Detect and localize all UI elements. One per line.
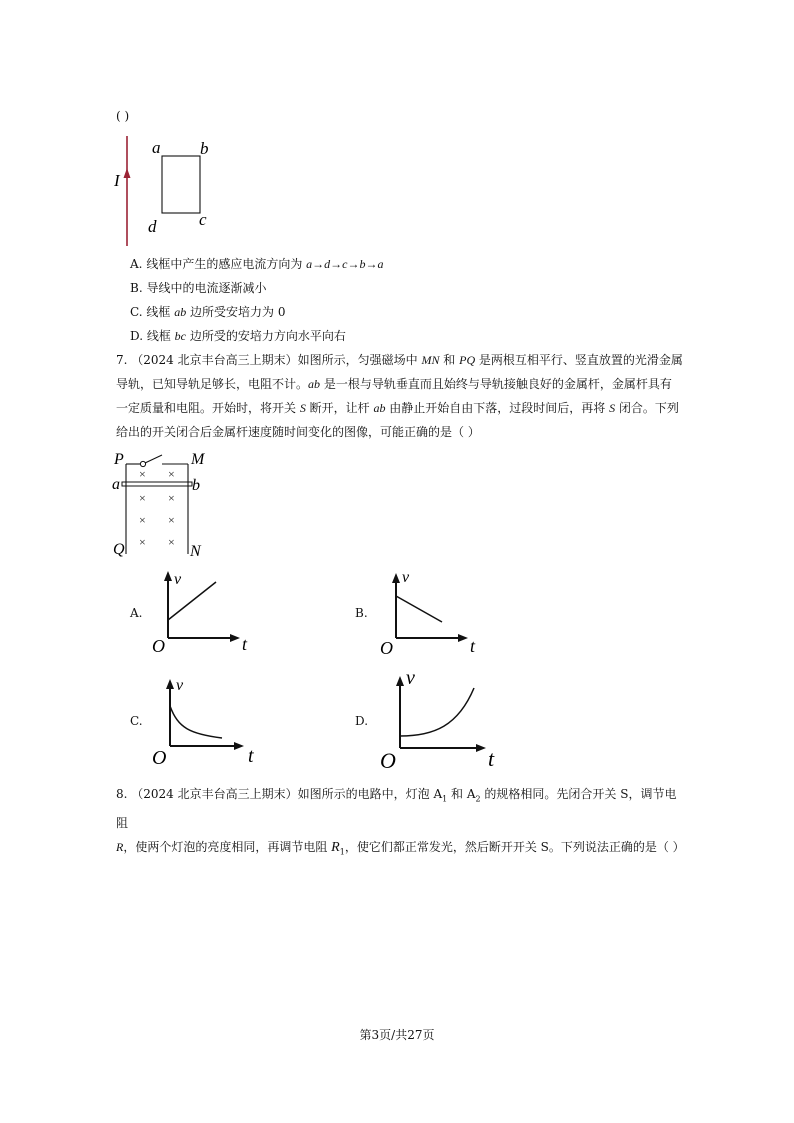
t-label: t [242, 634, 248, 654]
graph-a [150, 566, 260, 658]
graph-b [376, 566, 486, 658]
rail-label-M: M [191, 451, 205, 468]
q7-line-2: 导轨，已知导轨足够长，电阻不计。ab 是一根与导轨垂直而且始终与导轨接触良好的金属杆，金属杆具有 [116, 377, 672, 391]
t-label: t [488, 746, 495, 771]
graph-d-letter: D. [355, 714, 369, 728]
rod-label-a: a [112, 476, 120, 493]
arrow-right-icon [476, 744, 486, 752]
field-cross-icon: × [168, 535, 175, 549]
graph-c-letter: C. [130, 714, 143, 728]
origin-label: O [380, 638, 393, 658]
corner-label-d: d [148, 217, 157, 236]
corner-label-a: a [152, 138, 161, 157]
magnetic-field-crosses [139, 467, 175, 549]
page-footer: 第3页/共27页 [359, 1028, 435, 1042]
arrow-right-icon [230, 634, 240, 642]
field-cross-icon: × [139, 491, 146, 505]
q6-option-b: B. 导线中的电流逐渐减小 [130, 281, 267, 295]
rod-label-b: b [192, 477, 200, 494]
t-label: t [248, 745, 254, 767]
q6-option-d: D. 线框 bc 边所受的安培力方向水平向右 [130, 329, 346, 343]
q8-stem [116, 782, 686, 865]
q7-line-1: 7. （2024 北京丰台高三上期末）如图所示，匀强磁场中 MN 和 PQ 是两根互相平行、竖直放置的光滑金属 [116, 353, 683, 367]
corner-label-c: c [199, 210, 207, 229]
v-label: v [406, 667, 415, 689]
v-label: v [174, 571, 182, 588]
loop-wire-figure [106, 132, 226, 250]
answer-paren: ( ) [116, 109, 130, 123]
field-cross-icon: × [139, 467, 146, 481]
graph-d [378, 664, 502, 772]
field-cross-icon: × [168, 513, 175, 527]
q8-line-1: 8. （2024 北京丰台高三上期末）如图所示的电路中，灯泡 $A_1$ 和 $A_2$ 的规格相同。先闭合开关 S，调节电阻 [116, 787, 677, 831]
velocity-curve [400, 688, 474, 736]
v-label: v [176, 677, 184, 694]
arrow-up-icon [392, 573, 400, 583]
wire-loop [162, 156, 200, 213]
arrow-right-icon [458, 634, 468, 642]
q8-line-2: R，使两个灯泡的亮度相同，再调节电阻 $R_1$，使它们都正常发光，然后断开开关 S。下列说法正确的是（ ） [116, 840, 685, 857]
t-label: t [470, 636, 476, 656]
rail-label-P: P [114, 451, 124, 468]
origin-label: O [152, 747, 167, 768]
rail-label-N: N [190, 543, 201, 560]
velocity-curve [396, 596, 442, 622]
switch-blade [145, 455, 162, 463]
arrow-up-icon [396, 676, 404, 686]
q7-stem [116, 348, 686, 444]
origin-label: O [380, 748, 396, 772]
v-label: v [402, 569, 410, 586]
metal-rod-ab [122, 482, 192, 486]
origin-label: O [152, 636, 165, 656]
field-cross-icon: × [168, 467, 175, 481]
corner-label-b: b [200, 139, 209, 158]
graph-c [150, 672, 270, 768]
arrow-up-icon [166, 679, 174, 689]
arrow-up-icon [164, 571, 172, 581]
field-cross-icon: × [139, 513, 146, 527]
graph-b-letter: B. [355, 606, 368, 620]
arrow-right-icon [234, 742, 244, 750]
field-cross-icon: × [139, 535, 146, 549]
q7-line-4: 给出的开关闭合后金属杆速度随时间变化的图像，可能正确的是（ ） [116, 425, 480, 439]
current-arrow-icon [124, 168, 131, 178]
current-label-I: I [114, 171, 120, 190]
velocity-curve [170, 706, 222, 738]
q7-line-3: 一定质量和电阻。开始时，将开关 S 断开，让杆 ab 由静止开始自由下落，过段时间后，再将 S 闭合。下列 [116, 401, 679, 415]
q6-option-c: C. 线框 ab 边所受安培力为 0 [130, 305, 286, 319]
q6-option-a: A. 线框中产生的感应电流方向为 a→d→c→b→a [130, 257, 384, 271]
rail-label-Q: Q [113, 541, 125, 558]
switch-contact-icon [140, 461, 145, 466]
rail-magnetic-figure [110, 448, 220, 560]
field-cross-icon: × [168, 491, 175, 505]
graph-a-letter: A. [130, 606, 143, 620]
